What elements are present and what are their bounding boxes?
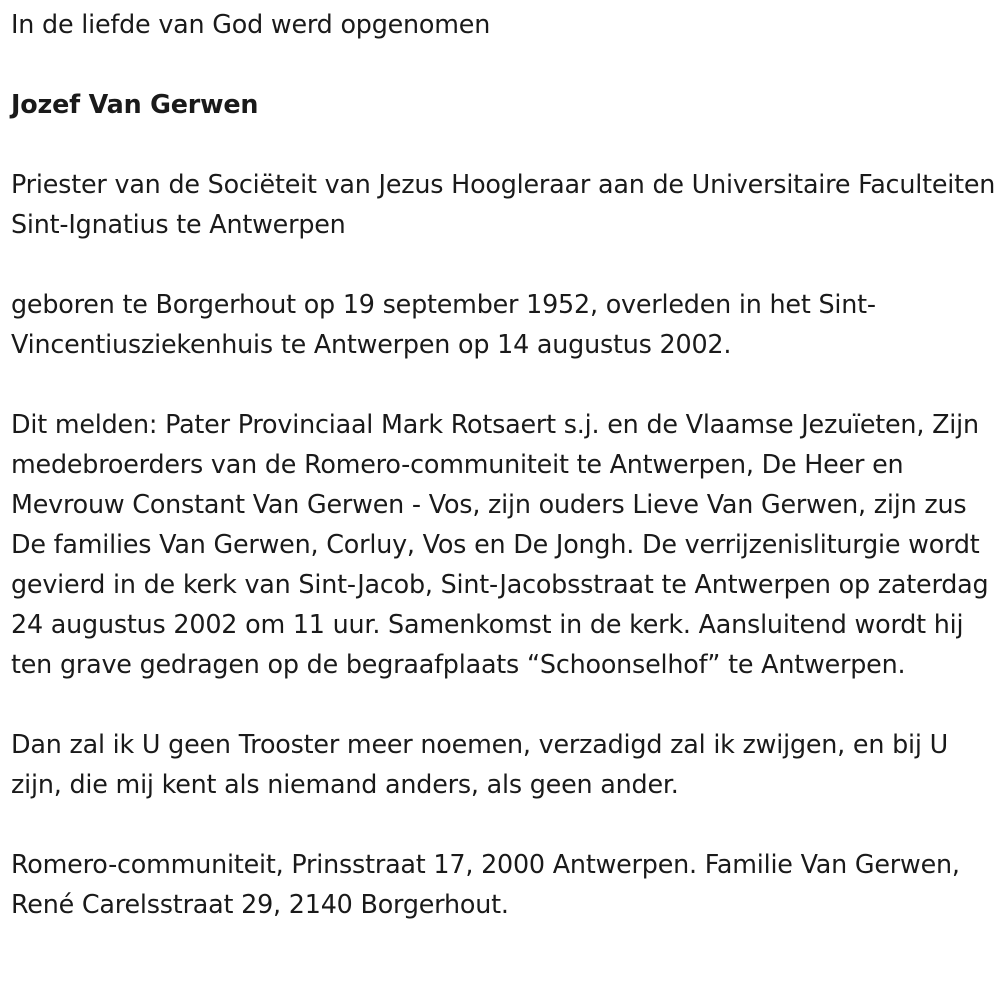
quote-paragraph: Dan zal ik U geen Trooster meer noemen, verzadigd zal ik zwijgen, en bij U zijn, die mij kent als niemand anders, als geen ander. [11,729,948,799]
life-dates: geboren te Borgerhout op 19 september 1952, overleden in het Sint-Vincentiusziekenhuis te Antwerpen op 14 augustus 2002. [11,289,876,359]
deceased-title: Priester van de Sociëteit van Jezus Hoogleraar aan de Universitaire Faculteiten Sint-Ignatius te Antwerpen [11,169,996,239]
announcement-paragraph: Dit melden: Pater Provinciaal Mark Rotsaert s.j. en de Vlaamse Jezuïeten, Zijn medebroerders van de Romero-communiteit te Antwerpen, De Heer en Mevrouw Constant Van Gerwen - Vos, zijn ouders Lieve Van Gerwen, zijn zus De families Van Gerwen, Corluy, Vos en De Jongh. De verrijzenisliturgie wordt gevierd in de kerk van Sint-Jacob, Sint-Jacobsstraat te Antwerpen op zaterdag 24 augustus 2002 om 11 uur. Samenkomst in de kerk. Aansluitend wordt hij ten grave gedragen op de begraafplaats “Schoonselhof” te Antwerpen. [11,409,989,679]
deceased-name: Jozef Van Gerwen [11,89,259,119]
obituary-notice [11,4,996,924]
intro-line: In de liefde van God werd opgenomen [11,9,491,39]
addresses-paragraph: Romero-communiteit, Prinsstraat 17, 2000 Antwerpen. Familie Van Gerwen, René Carelsstraat 29, 2140 Borgerhout. [11,849,960,919]
